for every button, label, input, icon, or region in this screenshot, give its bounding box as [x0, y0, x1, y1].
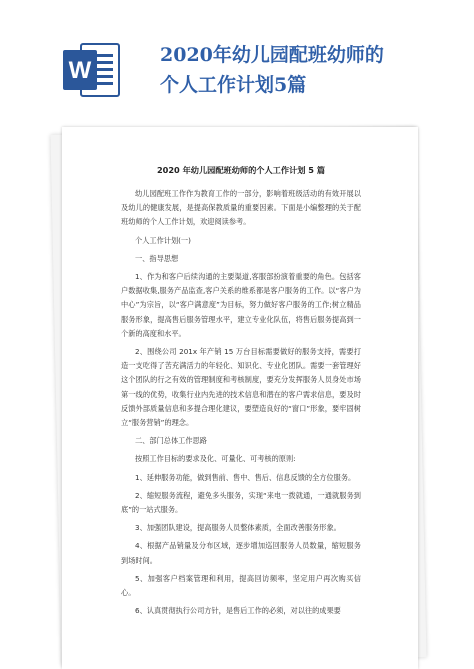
header-banner — [0, 0, 474, 130]
list-item: 2、缩短服务流程，避免多头服务，实现“来电一拨就通，一通就服务到底”的一站式服务。 — [121, 490, 361, 515]
list-item: 6、认真贯彻执行公司方针，是售后工作的必须，对以往的成果要 — [135, 606, 341, 616]
intro-paragraph: 幼儿园配班工作作为教育工作的一部分，影响着班级活动的有效开展以及幼儿的健康发展，是提高保教质量的重要因素。下面是小编整理的关于配班幼师的个人工作计划，欢迎阅读参考。 — [121, 189, 361, 227]
list-item: 4、根据产品销量及分布区域，逐步增加巡回服务人员数量，缩短服务到场时间。 — [121, 541, 361, 565]
list-item: 3、加强团队建设，提高服务人员整体素质，全面改善服务形象。 — [135, 523, 341, 533]
word-icon-letter: W — [68, 57, 92, 84]
page-title-line2: 个人工作计划5篇 — [160, 74, 307, 96]
page-title-line1: 2020年幼儿园配班幼师的 — [160, 44, 384, 66]
paragraph: 1、作为和客户后续沟通的主要渠道,客服部扮演着重要的角色。包括客户数据收集,服务产品监查,客户关系的维系都是客户服务的工作。以“客户为中心”为宗旨，以“客户满意度”为目标，努力做好客户服务的工作;树立精品服务形象，提高售后服务管理水平，建立专业化队伍，将售后服务提高到一个新的高度和水平。 — [121, 272, 361, 338]
document-page — [62, 127, 418, 669]
list-item: 1、延伸服务功能，做到售前、售中、售后、信息反馈的全方位服务。 — [135, 472, 356, 482]
word-document-icon — [63, 42, 121, 98]
list-item: 5、加强客户档案管理和利用，提高回访频率，坚定用户再次购买信心。 — [121, 573, 361, 598]
page-title — [160, 40, 460, 100]
document-body — [121, 163, 361, 622]
plan-label: 个人工作计划(一) — [135, 235, 191, 245]
document-title: 2020 年幼儿园配班幼师的个人工作计划 5 篇 — [156, 165, 326, 175]
section-heading: 二、部门总体工作思路 — [135, 436, 207, 446]
section-heading: 一、指导思想 — [135, 253, 179, 263]
paragraph: 2、围绕公司 201x 年产销 15 万台目标需要做好的服务支持，需要打造一支吃得了苦充满活力的年轻化、知识化、专业化团队。需要一套管理好这个团队的行之有效的管理制度和考核制度，要充分发挥服务人员身处市场第一线的优势，收集行业内先进的技术信息和潜在的客户需求信息，要及时反馈外部质量信息和多提合理化建议，要塑造良好的“窗口”形象，要牢固树立“服务营销”的理念。 — [121, 347, 361, 428]
paragraph: 按照工作目标的要求及化、可量化、可考核的原则: — [135, 454, 296, 464]
